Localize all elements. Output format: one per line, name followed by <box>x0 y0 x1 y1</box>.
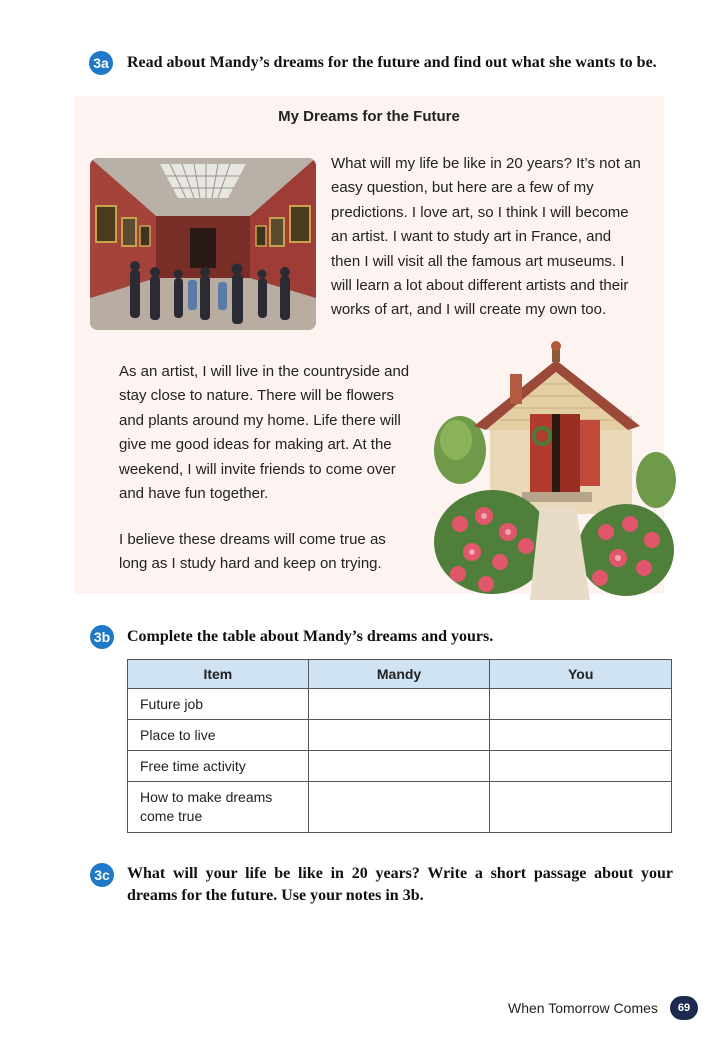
mandy-cell[interactable] <box>308 689 490 720</box>
page-number: 69 <box>670 996 698 1020</box>
header-you: You <box>490 660 672 689</box>
dreams-table <box>127 659 672 833</box>
row-label: Place to live <box>128 720 309 751</box>
section-3c-instruction: What will your life be like in 20 years? Write a short passage about your dreams for the future. Use your notes in 3b. <box>127 865 673 904</box>
section-3b-badge: 3b <box>90 625 114 649</box>
you-cell[interactable] <box>490 720 672 751</box>
unit-title: When Tomorrow Comes <box>508 1000 658 1016</box>
section-3a-instruction: Read about Mandy’s dreams for the future and find out what she wants to be. <box>127 54 657 71</box>
row-label: How to make dreams come true <box>128 782 309 833</box>
header-item: Item <box>128 660 309 689</box>
header-mandy: Mandy <box>308 660 490 689</box>
section-3c-badge: 3c <box>90 863 114 887</box>
mandy-cell[interactable] <box>308 782 490 833</box>
table-row <box>128 751 672 782</box>
mandy-cell[interactable] <box>308 720 490 751</box>
row-label: Future job <box>128 689 309 720</box>
table-row <box>128 782 672 833</box>
passage-title: My Dreams for the Future <box>278 108 460 125</box>
cottage-garden-image <box>430 340 680 606</box>
section-3a-badge: 3a <box>89 51 113 75</box>
museum-gallery-image <box>90 158 316 330</box>
you-cell[interactable] <box>490 782 672 833</box>
passage-paragraph-3: I believe these dreams will come true as long as I study hard and keep on trying. <box>119 531 386 573</box>
table-row <box>128 689 672 720</box>
you-cell[interactable] <box>490 689 672 720</box>
section-3b-instruction: Complete the table about Mandy’s dreams and yours. <box>127 628 494 645</box>
mandy-cell[interactable] <box>308 751 490 782</box>
passage-paragraph-2: As an artist, I will live in the countryside and stay close to nature. There will be flowers and plants around my home. Life there will give me good ideas for making art. At the weekend, I will invite friends to come over and have fun together. <box>119 363 410 503</box>
row-label: Free time activity <box>128 751 309 782</box>
table-row <box>128 720 672 751</box>
passage-paragraph-1: What will my life be like in 20 years? It’s not an easy question, but here are a few of my predictions. I love art, so I think I will become an artist. I want to study art in France, and then I will visit all the famous art museums. I will learn a lot about different artists and their works of art, and I will create my own too. <box>331 155 641 319</box>
you-cell[interactable] <box>490 751 672 782</box>
table-header-row <box>128 660 672 689</box>
